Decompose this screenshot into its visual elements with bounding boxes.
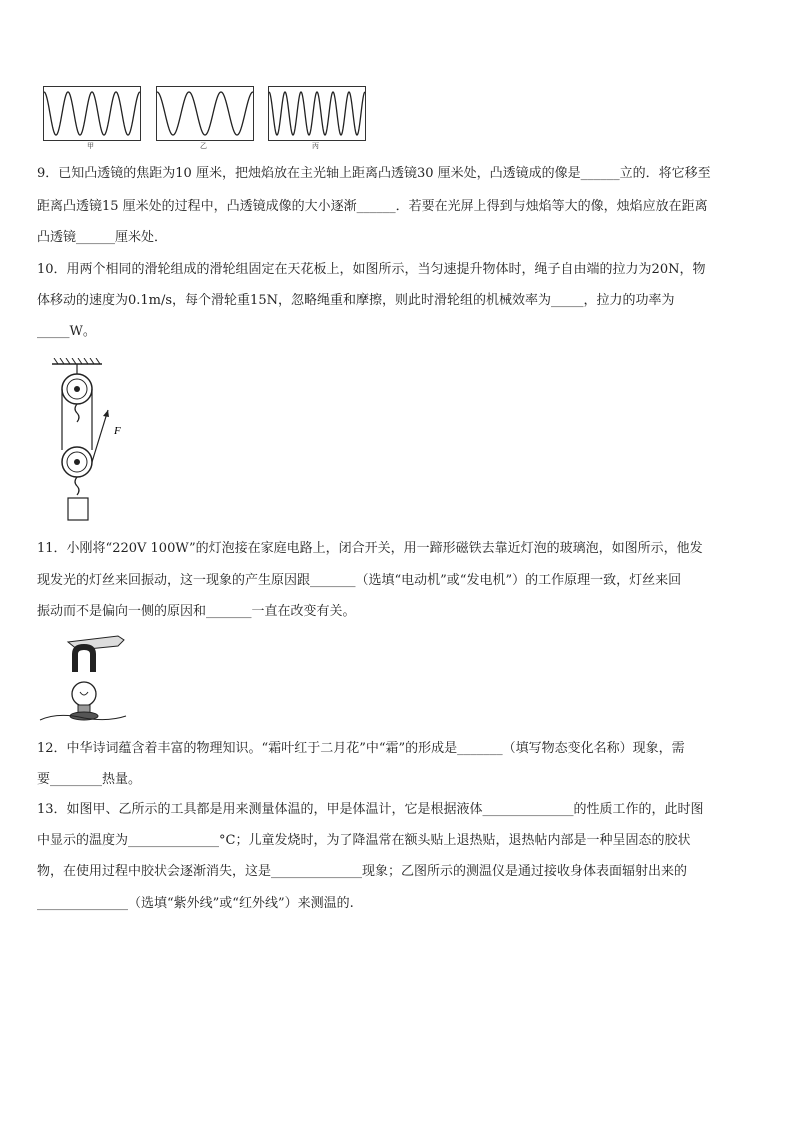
waveform-bing bbox=[268, 86, 366, 141]
q10-line-2: 体移动的速度为0.1m/s，每个滑轮重15N，忽略绳重和摩擦，则此时滑轮组的机械效率为_____，拉力的功率为 bbox=[37, 293, 675, 308]
light-bulb bbox=[70, 682, 98, 720]
ceiling-hatch bbox=[52, 358, 102, 364]
q10-line-1: 10．用两个相同的滑轮组成的滑轮组固定在天花板上，如图所示，当匀速提升物体时，绳子自由端的拉力为20N，物 bbox=[37, 262, 706, 277]
pulley-system-figure bbox=[50, 358, 140, 528]
q11-line-1: 11．小刚将“220V 100W”的灯泡接在家庭电路上，闭合开关，用一蹄形磁铁去靠近灯泡的玻璃泡，如图所示，他发 bbox=[37, 541, 703, 556]
waveform-bing-graphic bbox=[269, 87, 365, 140]
horseshoe-magnet bbox=[72, 644, 96, 672]
waveform-jia bbox=[43, 86, 141, 141]
q11-line-2: 现发光的灯丝来回振动，这一现象的产生原因跟_______（选填“电动机”或“发电机”）的工作原理一致，灯丝来回 bbox=[37, 573, 682, 588]
q13-line-3: 物，在使用过程中胶状会逐渐消失，这是______________现象；乙图所示的测温仪是通过接收身体表面辐射出来的 bbox=[37, 864, 688, 879]
q13-line-2: 中显示的温度为______________°C；儿童发烧时，为了降温常在额头贴上退热贴，退热帖内部是一种呈固态的胶状 bbox=[37, 833, 691, 848]
q12-line-2: 要________热量。 bbox=[37, 772, 142, 787]
q9-line-1: 9．已知凸透镜的焦距为10 厘米，把烛焰放在主光轴上距离凸透镜30 厘米处，凸透镜成的像是______立的．将它移至 bbox=[37, 166, 711, 181]
magnet-bulb-figure bbox=[38, 632, 128, 724]
fixed-pulley bbox=[62, 374, 92, 404]
waveform-yi bbox=[156, 86, 254, 141]
q13-line-4: ______________（选填“紫外线”或“红外线”）来测温的. bbox=[37, 896, 354, 911]
q13-line-1: 13．如图甲、乙所示的工具都是用来测量体温的，甲是体温计，它是根据液体______________的性质工作的，此时图 bbox=[37, 802, 704, 817]
force-label: F bbox=[114, 425, 121, 437]
waveform-yi-caption: 乙 bbox=[200, 142, 207, 150]
force-arrow-icon bbox=[103, 410, 109, 417]
waveform-yi-graphic bbox=[157, 87, 253, 140]
movable-pulley bbox=[62, 447, 92, 477]
q11-line-3: 振动而不是偏向一侧的原因和_______一直在改变有关。 bbox=[37, 604, 356, 619]
q12-line-1: 12．中华诗词蕴含着丰富的物理知识。“霜叶红于二月花”中“霜”的形成是_______（填写物态变化名称）现象，需 bbox=[37, 741, 685, 756]
waveform-bing-caption: 丙 bbox=[312, 142, 319, 150]
waveform-jia-caption: 甲 bbox=[87, 142, 94, 150]
q10-line-3: _____W。 bbox=[37, 324, 96, 339]
q9-line-2: 距离凸透镜15 厘米处的过程中，凸透镜成像的大小逐渐______．若要在光屏上得到与烛焰等大的像，烛焰应放在距离 bbox=[37, 199, 708, 214]
waveform-jia-graphic bbox=[44, 87, 140, 140]
load-block bbox=[68, 498, 88, 520]
q9-line-3: 凸透镜______厘米处． bbox=[37, 230, 168, 245]
